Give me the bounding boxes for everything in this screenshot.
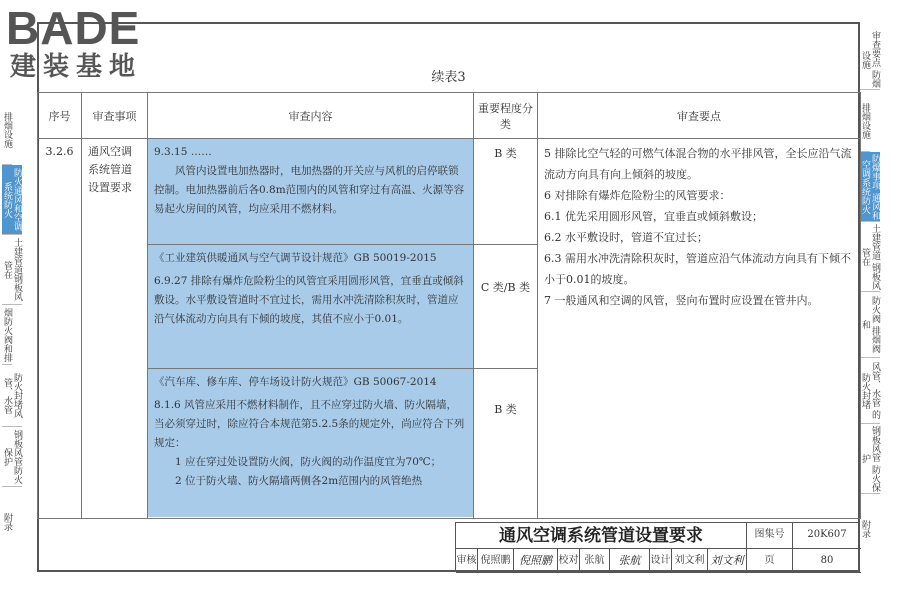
point-item: 6.3 需用水冲洗清除积灰时，管道应沿气体流动方向具有下倾不小于0.01的坡度。 <box>544 252 851 286</box>
check-label: 校对 <box>558 549 580 573</box>
right-tab-label: 审查要点 防烟设施 <box>860 31 880 88</box>
grade-cell <box>474 139 538 519</box>
header-content: 审查内容 <box>148 93 474 139</box>
left-tab-label: 排烟设施 <box>2 111 12 148</box>
grade-badge: C 类/B 类 <box>474 245 537 369</box>
right-tab-smoke-control[interactable] <box>860 30 880 90</box>
point-item: 7 一般通风和空调的风管，竖向布置时应设置在管井内。 <box>544 294 819 307</box>
left-tab-hvac-fire[interactable] <box>2 165 22 235</box>
right-tab-duct-in-shaft[interactable] <box>860 222 880 292</box>
header-item: 审查事项 <box>82 93 148 139</box>
row-number: 3.2.6 <box>38 139 82 519</box>
left-tab-label: 土建管道钢板风管在 <box>2 238 22 301</box>
clause-block <box>148 369 473 517</box>
right-tab-fire-dampers[interactable] <box>860 292 880 358</box>
point-item: 5 排除比空气轻的可燃气体混合物的水平排风管，全长应沿气流流动方向具有向上倾斜的坡度。 <box>544 147 852 181</box>
review-table <box>37 92 861 519</box>
left-tab-smoke-exhaust[interactable] <box>2 95 12 165</box>
point-item: 6.2 水平敷设时，管道不宜过长； <box>544 231 708 244</box>
right-tab-label: 钢板风管 防火保护 <box>860 425 880 492</box>
table-header-row <box>38 93 861 139</box>
design-label: 设计 <box>650 549 672 573</box>
reviewer-name: 倪照鹏 <box>478 549 514 573</box>
logo-text-en: BADE <box>6 2 141 54</box>
left-tab-label: 附录 <box>2 513 12 531</box>
designer-name: 刘文利 <box>672 549 708 573</box>
right-tab-label: 风管、水管 的防火封堵 <box>860 362 880 419</box>
left-tab-label: 防火封堵风管、水管 <box>2 373 22 418</box>
clause-block <box>148 245 473 369</box>
right-tab-strip <box>860 30 894 564</box>
header-points: 审查要点 <box>538 93 861 139</box>
right-tab-appendix[interactable] <box>860 494 870 564</box>
header-number: 序号 <box>38 93 82 139</box>
right-tab-label: 排烟设施 <box>860 102 870 139</box>
right-tab-duct-protection[interactable] <box>860 424 880 494</box>
left-tab-strip <box>2 95 36 557</box>
page-title: 续表3 <box>431 70 466 85</box>
right-tab-label: 附录 <box>860 520 870 538</box>
point-item: 6.1 优先采用圆形风管，宜垂直或倾斜敷设； <box>544 210 763 223</box>
table-row <box>38 139 861 519</box>
clause-title: 《工业建筑供暖通风与空气调节设计规范》GB 50019-2015 <box>154 252 437 264</box>
clause-title: 《汽车库、修车库、停车场设计防火规范》GB 50067-2014 <box>154 376 437 388</box>
clause-block <box>148 139 473 245</box>
clause-item: 1 应在穿过处设置防火阀，防火阀的动作温度宜为70℃； <box>175 456 442 468</box>
clause-item: 2 位于防火墙、防火隔墙两侧各2m范围内的风管绝热 <box>175 475 423 487</box>
checker-name: 张航 <box>580 549 610 573</box>
atlas-label: 图集号 <box>747 523 793 549</box>
grade-badge: B 类 <box>474 139 537 245</box>
row-item: 通风空调系统管道设置要求 <box>82 139 148 519</box>
page-label: 页 <box>747 549 793 573</box>
designer-signature: 刘文利 <box>708 549 747 573</box>
left-tab-fire-dampers[interactable] <box>2 305 12 365</box>
left-tab-label: 防火通风和空调系统防火 <box>2 168 22 231</box>
drawing-title: 通风空调系统管道设置要求 <box>456 523 747 549</box>
clause-title: 9.3.15 …… <box>154 146 212 158</box>
reviewer-signature: 倪照鹏 <box>514 549 558 573</box>
checker-signature: 张航 <box>610 549 650 573</box>
logo-text-cn: 建装基地 <box>10 52 143 82</box>
clause-text: 8.1.6 风管应采用不燃材料制作，且不应穿过防火墙、防火隔墙，当必须穿过时，除应符合本规范第5.2.5条的规定外，尚应符合下列规定： <box>154 399 465 449</box>
left-tab-label: 烟防火阀和排 <box>2 307 12 362</box>
left-tab-label: 钢板风管防火保护 <box>2 429 22 484</box>
clause-text: 风管内设置电加热器时，电加热器的开关应与风机的启停联锁控制。电加热器前后各0.8m范围内的风管和穿过有高温、火源等容易起火房间的风管，均应采用不燃材料。 <box>154 165 465 215</box>
atlas-number: 20K607 <box>793 523 861 549</box>
title-block <box>455 522 860 572</box>
right-tab-hvac-fire[interactable] <box>860 152 880 222</box>
left-tab-duct-protection[interactable] <box>2 427 22 487</box>
right-tab-label: 防爆事项 通风和空调系统防火 <box>860 153 880 220</box>
points-cell <box>538 139 861 519</box>
header-grade: 重要程度分类 <box>474 93 538 139</box>
grade-badge: B 类 <box>494 403 517 416</box>
right-tab-smoke-exhaust[interactable] <box>860 90 870 152</box>
right-tab-fire-sealing[interactable] <box>860 358 880 424</box>
clause-text: 6.9.27 排除有爆炸危险粉尘的风管宜采用圆形风管，宜垂直或倾斜敷设。水平敷设管道时不宜过长，需用水冲洗清除积灰时，管道应沿气体流动方向具有下倾的坡度，其值不应小于0.01。 <box>154 275 464 325</box>
left-tab-appendix[interactable] <box>2 487 12 557</box>
page-number: 80 <box>793 549 861 573</box>
point-item: 6 对排除有爆炸危险粉尘的风管要求： <box>544 189 731 202</box>
content-cell <box>148 139 474 519</box>
right-tab-label: 防火阀 排烟阀和 <box>860 296 880 353</box>
review-label: 审核 <box>456 549 478 573</box>
right-tab-label: 土建管道 钢板风管在 <box>860 223 880 290</box>
left-tab-duct-in-shaft[interactable] <box>2 235 22 305</box>
left-tab-fire-sealing[interactable] <box>2 365 22 427</box>
